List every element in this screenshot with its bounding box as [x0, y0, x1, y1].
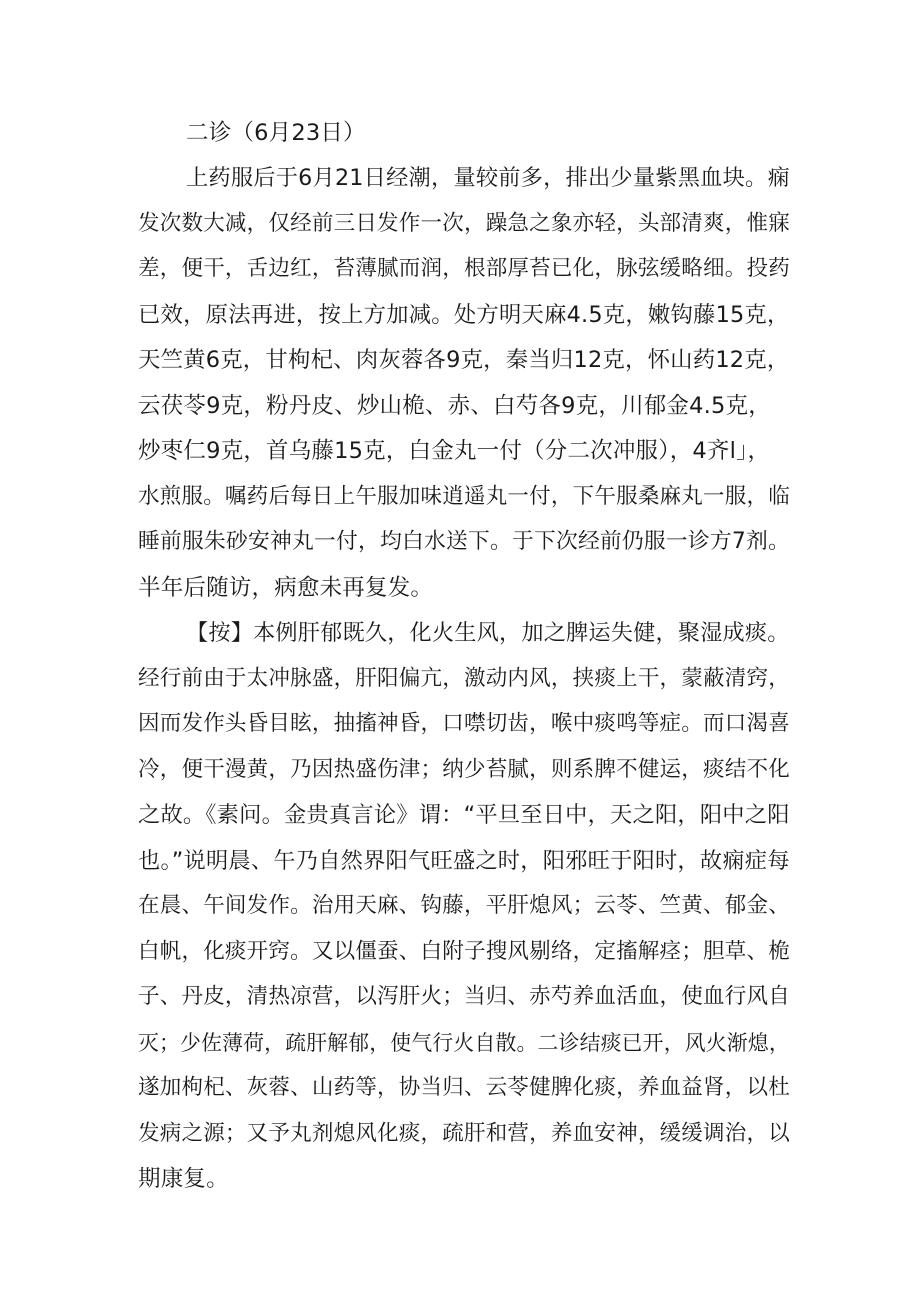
- paragraph-line: 已效，原法再进，按上方加减。处方明天麻4.5克，嫩钩藤15克，: [138, 302, 790, 328]
- heading-second-visit: 二诊（6月23日）: [186, 120, 366, 146]
- paragraph-line: 炒枣仁9克，首乌藤15克，白金丸一付（分二次冲服），4齐l」，: [138, 438, 771, 464]
- commentary-line: 白帆，化痰开窍。又以僵蚕、白附子搜风剔络，定搐解痉；胆草、桅: [138, 939, 790, 964]
- commentary-line: 灭；少佐薄荷，疏肝解郁，使气行火自散。二诊结痰已开，风火渐熄，: [138, 1031, 790, 1055]
- paragraph-line: 发次数大减，仅经前三日发作一次，躁急之象亦轻，头部清爽，惟寐: [138, 211, 790, 236]
- commentary-line: 发病之源；又予丸剂熄风化痰，疏肝和营，养血安神，缓缓调治，以: [138, 1121, 790, 1146]
- paragraph-line: 天竺黄6克，甘枸杞、肉灰蓉各9克，秦当归12克，怀山药12克，: [138, 347, 790, 373]
- paragraph-line: 睡前服朱砂安神丸一付，均白水送下。于下次经前仍服一诊方7剂。: [138, 529, 790, 554]
- commentary-line: 期康复。: [138, 1166, 229, 1192]
- commentary-line: 子、丹皮，清热凉营，以泻肝火；当归、赤芍养血活血，使血行风自: [138, 984, 790, 1009]
- paragraph-line: 上药服后于6月21日经潮，量较前多，排出少量紫黑血块。痫: [186, 165, 790, 191]
- commentary-line: 遂加枸杞、灰蓉、山药等，协当归、云苓健脾化痰，养血益肾，以杜: [138, 1075, 790, 1100]
- paragraph-line: 差，便干，舌边红，苔薄腻而润，根部厚苔已化，脉弦缓略细。投药: [138, 256, 790, 281]
- paragraph-line: 云茯苓9克，粉丹皮、炒山桅、赤、白芍各9克，川郁金4.5克，: [138, 393, 771, 419]
- commentary-line: 也。”说明晨、午乃自然界阳气旺盛之时，阳邪旺于阳时，故痫症每: [138, 848, 790, 874]
- commentary-line: 在晨、午间发作。治用天麻、钩藤，平肝熄风；云苓、竺黄、郁金、: [138, 893, 790, 918]
- commentary-line: 【按】本例肝郁既久，化火生风，加之脾运失健，聚湿成痰。: [186, 620, 790, 646]
- paragraph-line: 水煎服。嘱药后每日上午服加味逍遥丸一付，下午服桑麻丸一服，临: [138, 484, 790, 509]
- commentary-line: 经行前由于太冲脉盛，肝阳偏亢，激动内风，挟痰上干，蒙蔽清窍，: [138, 666, 790, 691]
- paragraph-line: 半年后随访，病愈未再复发。: [138, 575, 434, 601]
- commentary-line: 冷，便干漫黄，乃因热盛伤津；纳少苔腻，则系脾不健运，痰结不化: [138, 757, 790, 782]
- commentary-line: 因而发作头昏目眩，抽搐神昏，口噤切齿，喉中痰鸣等症。而口渴喜: [138, 711, 790, 736]
- commentary-line: 之故。《素问。金贵真言论》谓：“平旦至日中，天之阳，阳中之阳: [138, 802, 790, 828]
